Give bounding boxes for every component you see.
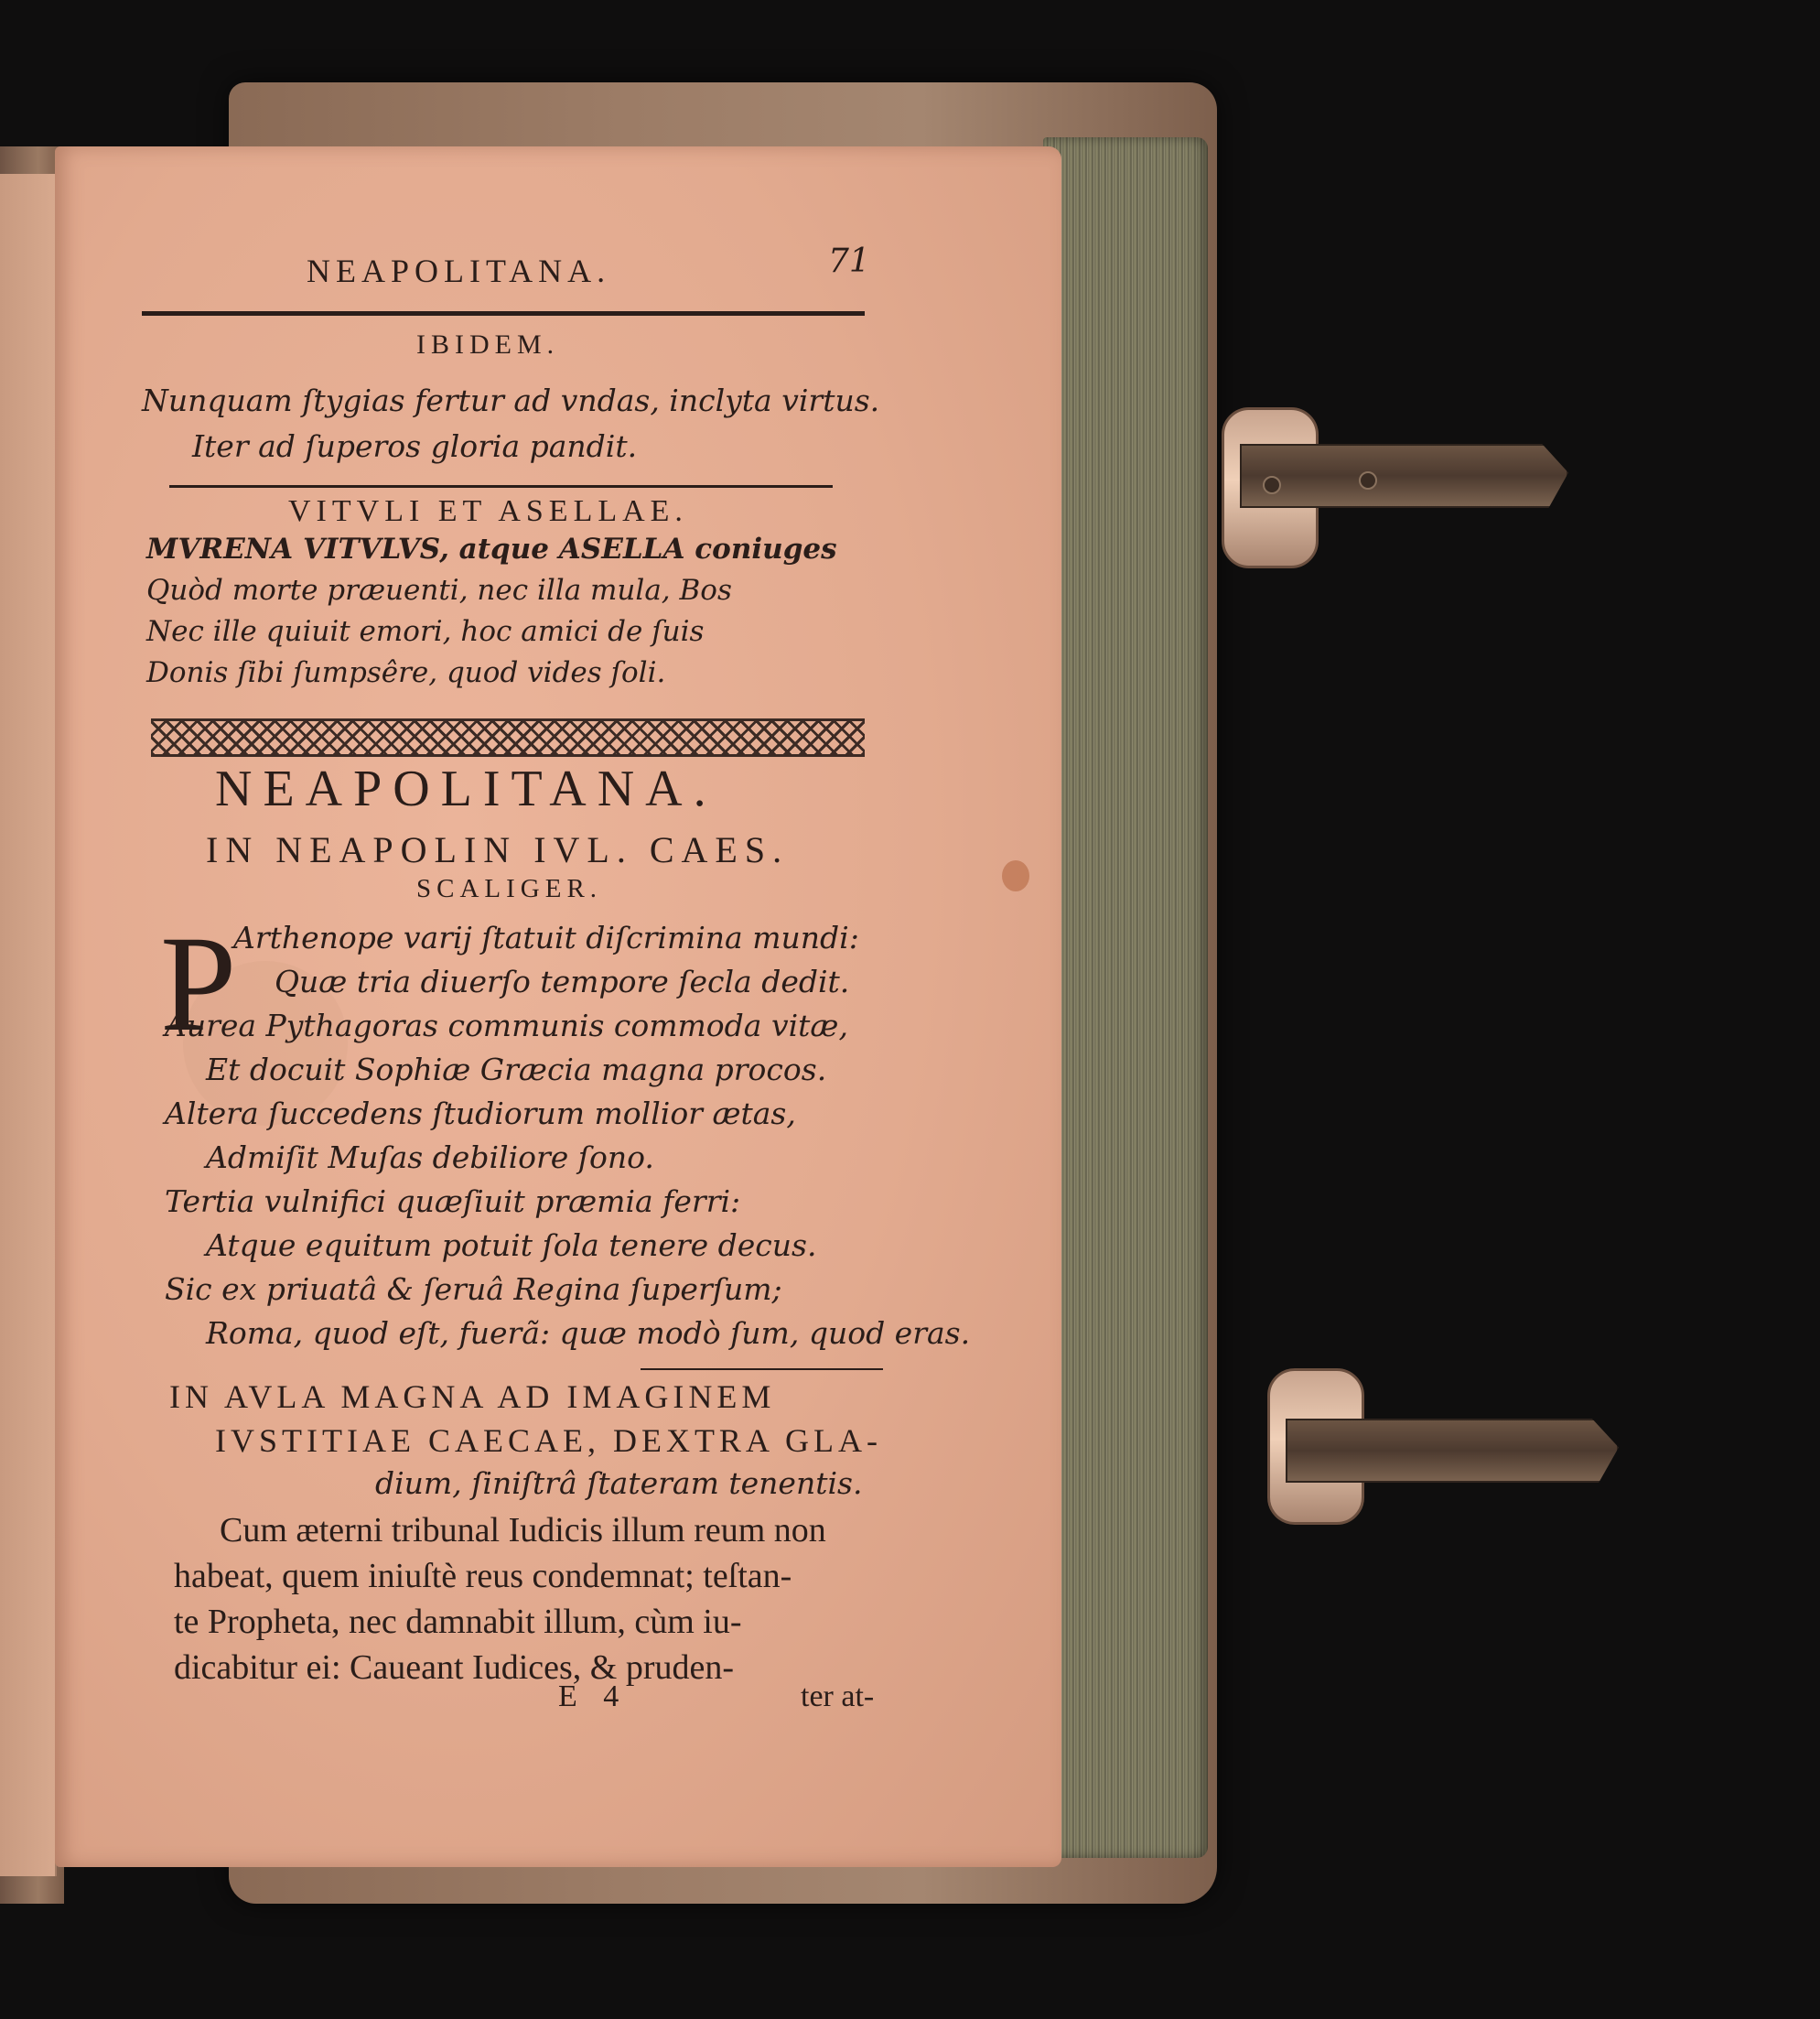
prose-heading: IN AVLA MAGNA AD IMAGINEM: [169, 1378, 776, 1415]
poem-title: VITVLI ET ASELLAE.: [288, 494, 688, 528]
poem-title: IBIDEM.: [416, 329, 560, 360]
signature-mark: E 4: [558, 1679, 629, 1713]
clasp-rivet: [1263, 476, 1281, 494]
verse-line: Et docuit Sophiæ Græcia magna procos.: [206, 1052, 827, 1087]
prose-line: dicabitur ei: Caueant Iudices, & pruden-: [174, 1648, 735, 1687]
section-heading: NEAPOLITANA.: [215, 761, 717, 817]
folio-number: 71: [828, 243, 870, 280]
verse-line: Quòd morte præuenti, nec illa mula, Bos: [146, 574, 732, 607]
verse-line: Roma, quod eſt, fuerã: quæ modò ſum, quod eras.: [206, 1315, 971, 1351]
decorative-ornament-band: [151, 718, 865, 757]
paper-stain: [1002, 860, 1029, 891]
verse-line: Arthenope varij ſtatuit diſcrimina mundi:: [233, 920, 859, 956]
prose-line: habeat, quem iniuſtè reus condemnat; teſtan-: [174, 1557, 792, 1595]
drop-capital: P: [160, 908, 237, 1060]
verse-line: Sic ex priuatâ & ſeruâ Regina ſuperſum;: [165, 1271, 782, 1307]
author-name: SCALIGER.: [416, 874, 603, 903]
verse-line: Nec ille quiuit emori, hoc amici de ſuis: [146, 615, 705, 648]
section-rule: [169, 485, 833, 488]
catchword: ter at-: [801, 1679, 875, 1713]
clasp-strap: [1240, 444, 1568, 508]
prose-line: te Propheta, nec damnabit illum, cùm iu-: [174, 1603, 742, 1641]
prose-heading: dium, ſiniſtrâ ſtateram tenentis.: [375, 1465, 863, 1501]
running-head: NEAPOLITANA.: [307, 253, 611, 289]
head-rule: [142, 311, 865, 316]
verse-line: Donis ſibi ſumpsêre, quod vides ſoli.: [146, 656, 666, 689]
prose-heading: IVSTITIAE CAECAE, DEXTRA GLA-: [215, 1422, 882, 1459]
clasp-rivet: [1359, 471, 1377, 490]
verse-line: Quæ tria diuerſo tempore ſecla dedit.: [275, 964, 850, 999]
verse-line: Altera ſuccedens ſtudiorum mollior ætas,: [165, 1096, 796, 1131]
clasp-strap: [1286, 1419, 1619, 1483]
section-subheading: IN NEAPOLIN IVL. CAES.: [206, 829, 790, 870]
page-block-edges: [1043, 137, 1208, 1858]
prose-line: Cum æterni tribunal Iudicis illum reum non: [220, 1511, 826, 1549]
verse-line: MVRENA VITVLVS, atque ASELLA coniuges: [146, 533, 837, 566]
verse-line: Tertia vulnifici quæſiuit præmia ferri:: [165, 1183, 741, 1219]
facing-page-edge: [0, 174, 57, 1876]
verse-line: Nunquam ſtygias fertur ad vndas, inclyta virtus.: [142, 383, 880, 418]
verse-line: Atque equitum potuit ſola tenere decus.: [206, 1227, 817, 1263]
section-rule: [641, 1368, 883, 1370]
verse-line: Admiſit Muſas debiliore ſono.: [206, 1139, 654, 1175]
verse-line: Iter ad ſuperos gloria pandit.: [192, 428, 638, 464]
verse-line: Aurea Pythagoras communis commoda vitæ,: [165, 1008, 848, 1043]
